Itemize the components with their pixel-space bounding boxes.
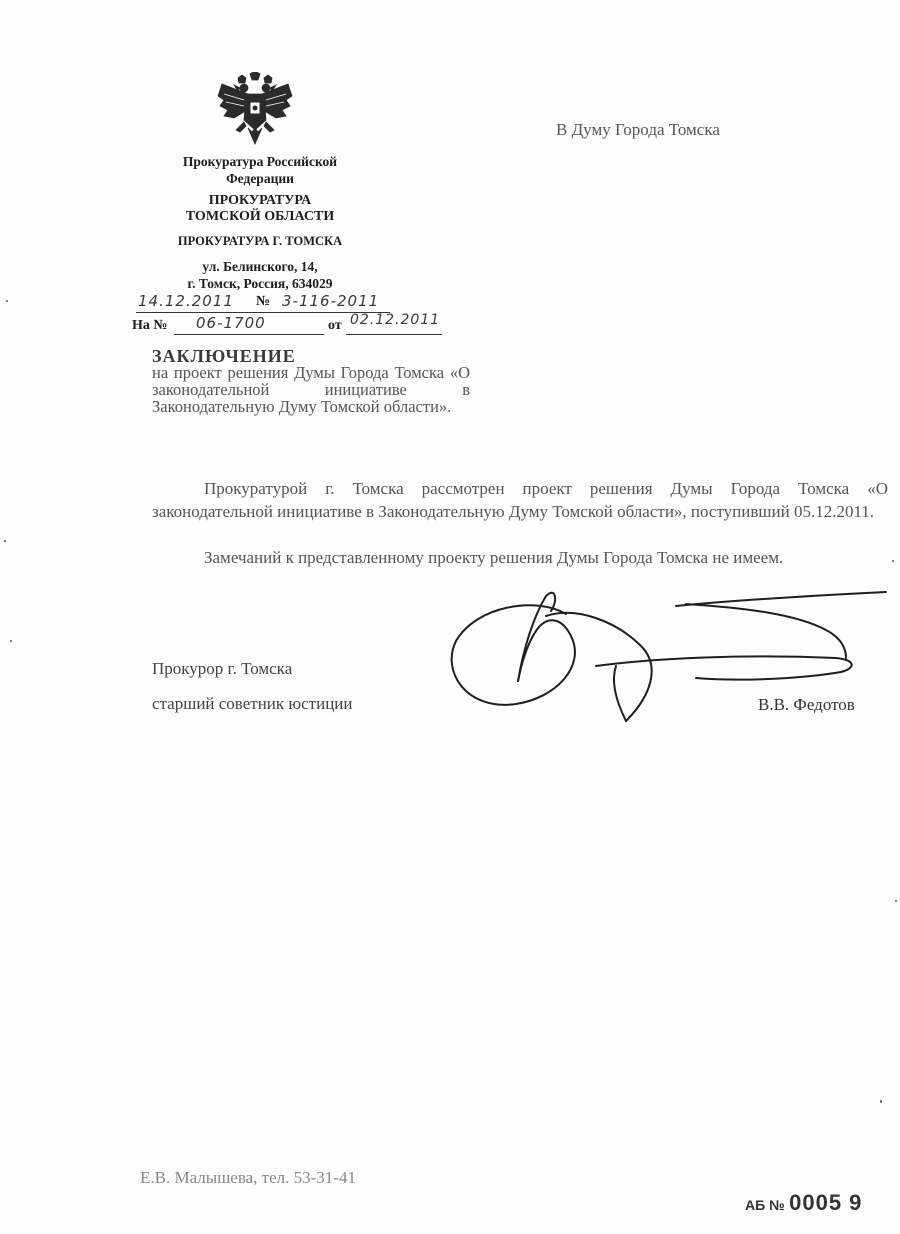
reference-label: На № xyxy=(132,318,168,333)
conclusion-subject: на проект решения Думы Города Томска «О законодательной инициативе в Законодательную Думу Томской области». xyxy=(152,363,470,416)
scan-speck xyxy=(10,640,12,642)
reference-number: 06-1700 xyxy=(196,314,266,332)
signatory-position-line1: Прокурор г. Томска xyxy=(152,659,293,678)
executor-contact: Е.В. Малышева, тел. 53-31-41 xyxy=(140,1168,356,1187)
scan-speck xyxy=(6,300,8,302)
reference-from-label: от xyxy=(328,318,342,333)
letterhead-region-line1: ПРОКУРАТУРА xyxy=(208,193,312,208)
conclusion-title: ЗАКЛЮЧЕНИЕ xyxy=(152,346,296,366)
addressee: В Думу Города Томска xyxy=(556,120,720,139)
body-paragraph-2: Замечаний к представленному проекту решения Думы Города Томска не имеем. xyxy=(204,548,784,567)
reference-number-underline xyxy=(174,334,324,335)
signatory-position-line2: старший советник юстиции xyxy=(152,694,353,713)
registration-number-label: № xyxy=(256,294,271,309)
letterhead-region xyxy=(140,193,380,225)
scan-speck xyxy=(895,900,897,902)
letterhead-city: ПРОКУРАТУРА Г. ТОМСКА xyxy=(177,234,343,248)
form-serial-number: 0005 9 xyxy=(789,1190,863,1215)
letterhead-org-line1: Прокуратура Российской xyxy=(182,154,338,169)
scan-speck xyxy=(880,1100,882,1103)
registration-number: 3-116-2011 xyxy=(282,292,380,310)
letterhead-address xyxy=(140,258,380,292)
scan-speck xyxy=(892,560,894,562)
coat-of-arms-icon xyxy=(214,72,296,152)
letterhead-region-line2: ТОМСКОЙ ОБЛАСТИ xyxy=(185,209,335,224)
signatory-name: В.В. Федотов xyxy=(758,695,855,714)
reference-date: 02.12.2011 xyxy=(350,312,441,328)
scan-speck xyxy=(4,540,6,542)
body-paragraph-1: Прокуратурой г. Томска рассмотрен проект решения Думы Города Томска «О законодательной инициативе в Законодательную Думу Томской области», поступивший 05.12.2011. xyxy=(152,479,888,521)
form-serial-prefix: АБ № xyxy=(745,1197,785,1213)
reference-date-underline xyxy=(346,334,442,335)
registration-date: 14.12.2011 xyxy=(138,292,234,310)
letterhead-org-line2: Федерации xyxy=(226,171,294,186)
letterhead-address-line1: ул. Белинского, 14, xyxy=(202,259,318,274)
form-serial xyxy=(745,1190,862,1216)
letterhead-org xyxy=(140,153,380,187)
letterhead-address-line2: г. Томск, Россия, 634029 xyxy=(187,276,333,291)
